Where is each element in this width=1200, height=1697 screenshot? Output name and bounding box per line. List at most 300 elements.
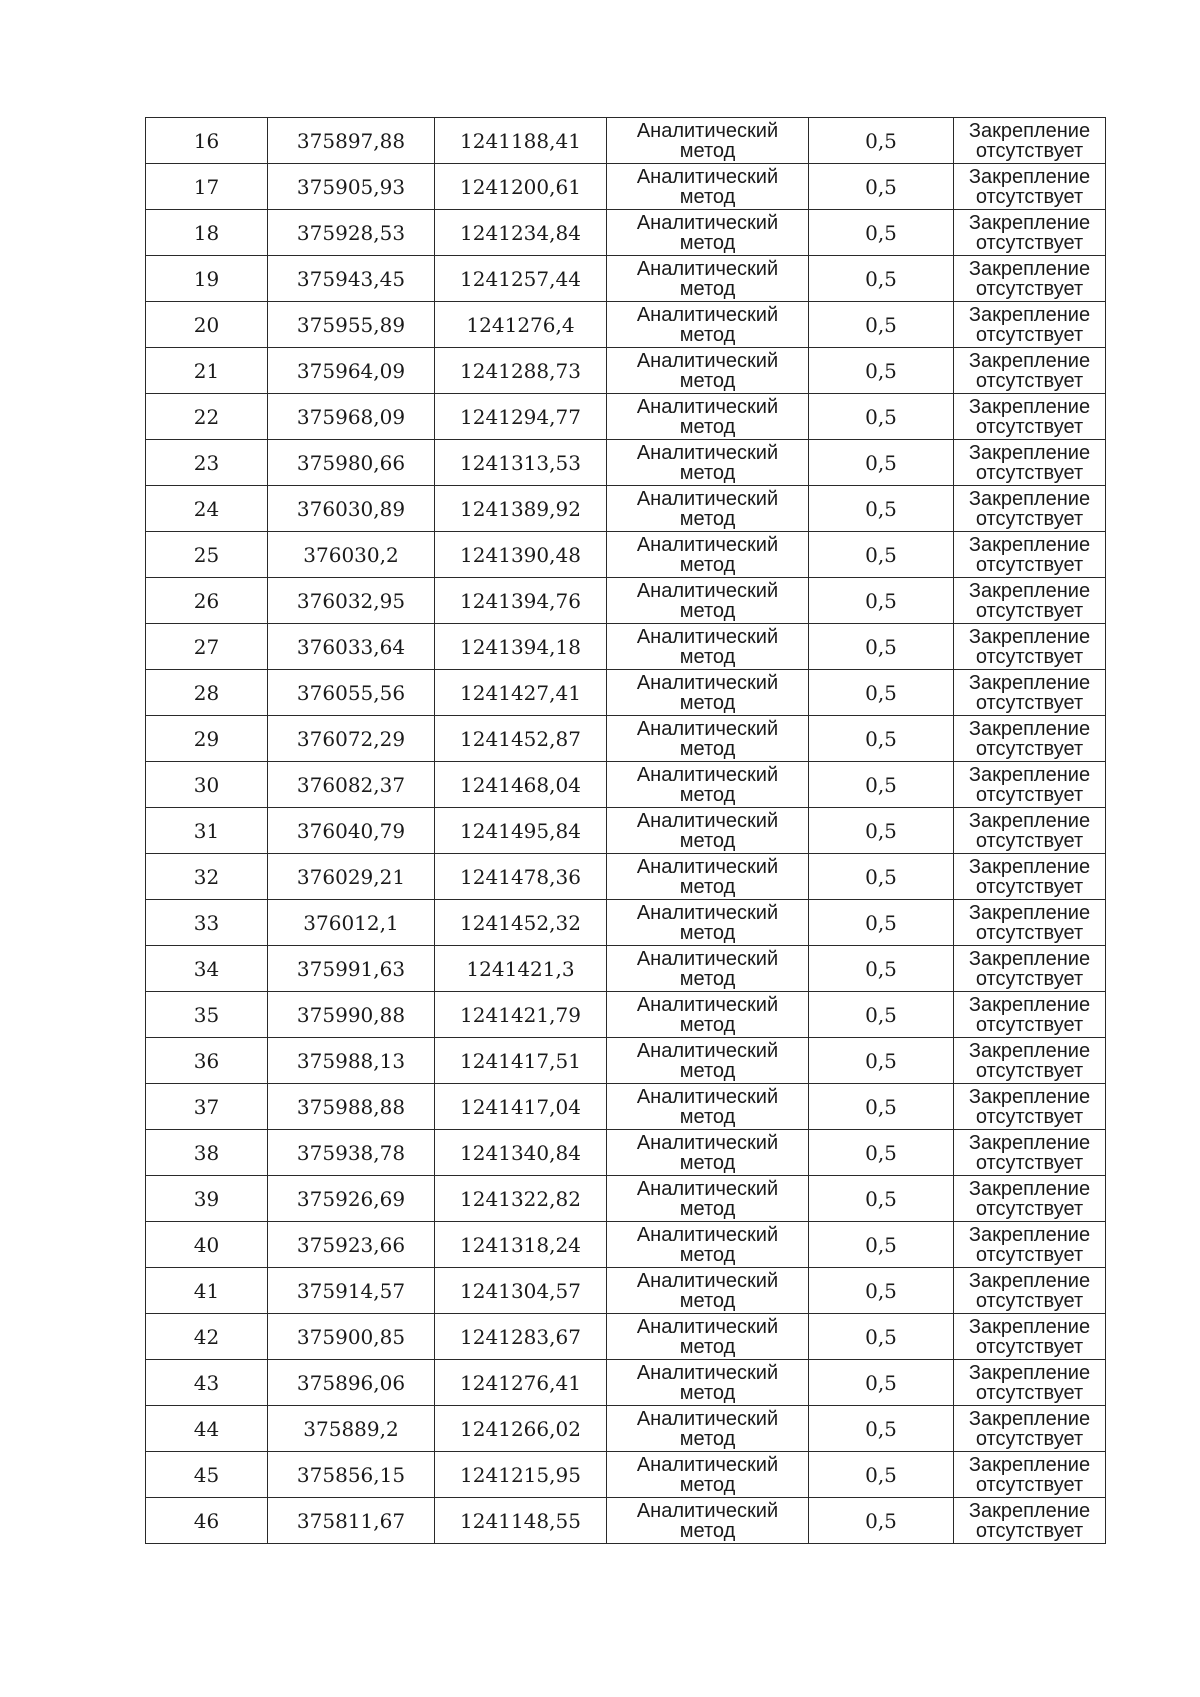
method-cell: [607, 1406, 809, 1452]
fixation-cell: [954, 1406, 1106, 1452]
precision-cell: 0,5: [809, 486, 954, 532]
fixation-cell: [954, 946, 1106, 992]
method-line-1: Аналитический: [636, 901, 779, 924]
fixation-cell: [954, 1360, 1106, 1406]
point-number-cell: 32: [146, 854, 268, 900]
method-line-2: метод: [679, 323, 736, 346]
fixation-line-1: Закрепление: [968, 1361, 1091, 1384]
method-line-2: метод: [679, 737, 736, 760]
x-coordinate-cell: 375955,89: [268, 302, 435, 348]
method-cell: [607, 440, 809, 486]
fixation-line-1: Закрепление: [968, 441, 1091, 464]
fixation-line-2: отсутствует: [975, 1289, 1084, 1312]
y-coordinate-cell: 1241304,57: [435, 1268, 607, 1314]
fixation-cell: [954, 716, 1106, 762]
y-coordinate-cell: 1241283,67: [435, 1314, 607, 1360]
table-row: [146, 946, 1106, 992]
method-line-2: метод: [679, 829, 736, 852]
y-coordinate-cell: 1241257,44: [435, 256, 607, 302]
method-cell: [607, 1038, 809, 1084]
point-number-cell: 39: [146, 1176, 268, 1222]
method-cell: [607, 1360, 809, 1406]
table-row: [146, 486, 1106, 532]
fixation-line-1: Закрепление: [968, 165, 1091, 188]
x-coordinate-cell: 375991,63: [268, 946, 435, 992]
point-number-cell: 20: [146, 302, 268, 348]
method-line-2: метод: [679, 691, 736, 714]
table-row: [146, 1314, 1106, 1360]
x-coordinate-cell: 375905,93: [268, 164, 435, 210]
precision-cell: 0,5: [809, 118, 954, 164]
method-line-2: метод: [679, 921, 736, 944]
y-coordinate-cell: 1241266,02: [435, 1406, 607, 1452]
precision-cell: 0,5: [809, 1360, 954, 1406]
method-line-1: Аналитический: [636, 349, 779, 372]
method-line-1: Аналитический: [636, 1361, 779, 1384]
fixation-cell: [954, 486, 1106, 532]
method-line-1: Аналитический: [636, 533, 779, 556]
x-coordinate-cell: 375980,66: [268, 440, 435, 486]
fixation-cell: [954, 1452, 1106, 1498]
x-coordinate-cell: 376030,89: [268, 486, 435, 532]
y-coordinate-cell: 1241322,82: [435, 1176, 607, 1222]
method-line-2: метод: [679, 277, 736, 300]
fixation-cell: [954, 164, 1106, 210]
method-line-2: метод: [679, 645, 736, 668]
x-coordinate-cell: 375914,57: [268, 1268, 435, 1314]
precision-cell: 0,5: [809, 302, 954, 348]
x-coordinate-cell: 376029,21: [268, 854, 435, 900]
x-coordinate-cell: 376055,56: [268, 670, 435, 716]
fixation-line-2: отсутствует: [975, 1197, 1084, 1220]
fixation-cell: [954, 624, 1106, 670]
method-line-1: Аналитический: [636, 303, 779, 326]
fixation-line-1: Закрепление: [968, 1269, 1091, 1292]
point-number-cell: 28: [146, 670, 268, 716]
x-coordinate-cell: 375964,09: [268, 348, 435, 394]
method-line-1: Аналитический: [636, 763, 779, 786]
table-row: [146, 1038, 1106, 1084]
method-line-1: Аналитический: [636, 1269, 779, 1292]
fixation-line-2: отсутствует: [975, 1427, 1084, 1450]
method-cell: [607, 302, 809, 348]
precision-cell: 0,5: [809, 210, 954, 256]
x-coordinate-cell: 375926,69: [268, 1176, 435, 1222]
y-coordinate-cell: 1241276,4: [435, 302, 607, 348]
precision-cell: 0,5: [809, 716, 954, 762]
fixation-line-1: Закрепление: [968, 1453, 1091, 1476]
x-coordinate-cell: 375938,78: [268, 1130, 435, 1176]
table-row: [146, 1130, 1106, 1176]
fixation-line-1: Закрепление: [968, 533, 1091, 556]
coordinates-table: [145, 117, 1106, 1544]
precision-cell: 0,5: [809, 1222, 954, 1268]
precision-cell: 0,5: [809, 670, 954, 716]
y-coordinate-cell: 1241389,92: [435, 486, 607, 532]
method-line-2: метод: [679, 599, 736, 622]
method-line-1: Аналитический: [636, 1407, 779, 1430]
method-cell: [607, 486, 809, 532]
fixation-line-2: отсутствует: [975, 1473, 1084, 1496]
x-coordinate-cell: 375896,06: [268, 1360, 435, 1406]
method-line-1: Аналитический: [636, 1315, 779, 1338]
fixation-line-2: отсутствует: [975, 967, 1084, 990]
table-row: [146, 670, 1106, 716]
method-cell: [607, 946, 809, 992]
method-line-2: метод: [679, 1105, 736, 1128]
point-number-cell: 40: [146, 1222, 268, 1268]
table-row: [146, 1222, 1106, 1268]
point-number-cell: 29: [146, 716, 268, 762]
x-coordinate-cell: 375856,15: [268, 1452, 435, 1498]
fixation-line-2: отсутствует: [975, 921, 1084, 944]
point-number-cell: 43: [146, 1360, 268, 1406]
fixation-line-2: отсутствует: [975, 139, 1084, 162]
precision-cell: 0,5: [809, 1406, 954, 1452]
table-row: [146, 256, 1106, 302]
fixation-cell: [954, 578, 1106, 624]
table-row: [146, 992, 1106, 1038]
precision-cell: 0,5: [809, 1452, 954, 1498]
table-row: [146, 164, 1106, 210]
method-line-1: Аналитический: [636, 1039, 779, 1062]
x-coordinate-cell: 375900,85: [268, 1314, 435, 1360]
method-line-1: Аналитический: [636, 1131, 779, 1154]
method-line-2: метод: [679, 1289, 736, 1312]
y-coordinate-cell: 1241421,79: [435, 992, 607, 1038]
y-coordinate-cell: 1241188,41: [435, 118, 607, 164]
fixation-line-1: Закрепление: [968, 1131, 1091, 1154]
fixation-line-1: Закрепление: [968, 671, 1091, 694]
x-coordinate-cell: 375988,13: [268, 1038, 435, 1084]
y-coordinate-cell: 1241478,36: [435, 854, 607, 900]
table-row: [146, 532, 1106, 578]
precision-cell: 0,5: [809, 394, 954, 440]
y-coordinate-cell: 1241452,32: [435, 900, 607, 946]
table-row: [146, 1406, 1106, 1452]
fixation-line-2: отсутствует: [975, 1013, 1084, 1036]
method-cell: [607, 210, 809, 256]
fixation-line-1: Закрепление: [968, 947, 1091, 970]
point-number-cell: 26: [146, 578, 268, 624]
table-row: [146, 624, 1106, 670]
method-line-2: метод: [679, 139, 736, 162]
fixation-line-1: Закрепление: [968, 257, 1091, 280]
method-cell: [607, 1130, 809, 1176]
table-row: [146, 1084, 1106, 1130]
fixation-line-1: Закрепление: [968, 625, 1091, 648]
method-line-1: Аналитический: [636, 1453, 779, 1476]
fixation-line-1: Закрепление: [968, 763, 1091, 786]
method-cell: [607, 532, 809, 578]
precision-cell: 0,5: [809, 808, 954, 854]
fixation-line-2: отсутствует: [975, 1243, 1084, 1266]
point-number-cell: 25: [146, 532, 268, 578]
fixation-cell: [954, 1314, 1106, 1360]
y-coordinate-cell: 1241421,3: [435, 946, 607, 992]
fixation-line-1: Закрепление: [968, 809, 1091, 832]
fixation-cell: [954, 900, 1106, 946]
method-line-1: Аналитический: [636, 487, 779, 510]
fixation-line-1: Закрепление: [968, 1407, 1091, 1430]
fixation-line-2: отсутствует: [975, 461, 1084, 484]
fixation-cell: [954, 256, 1106, 302]
table-row: [146, 578, 1106, 624]
precision-cell: 0,5: [809, 1176, 954, 1222]
table-row: [146, 302, 1106, 348]
table-row: [146, 440, 1106, 486]
method-cell: [607, 164, 809, 210]
fixation-line-2: отсутствует: [975, 599, 1084, 622]
point-number-cell: 33: [146, 900, 268, 946]
coordinates-table-body: [146, 118, 1106, 1544]
precision-cell: 0,5: [809, 992, 954, 1038]
y-coordinate-cell: 1241318,24: [435, 1222, 607, 1268]
method-line-2: метод: [679, 369, 736, 392]
point-number-cell: 44: [146, 1406, 268, 1452]
point-number-cell: 41: [146, 1268, 268, 1314]
table-row: [146, 1176, 1106, 1222]
fixation-line-2: отсутствует: [975, 277, 1084, 300]
y-coordinate-cell: 1241340,84: [435, 1130, 607, 1176]
method-line-2: метод: [679, 967, 736, 990]
point-number-cell: 22: [146, 394, 268, 440]
method-line-1: Аналитический: [636, 119, 779, 142]
table-row: [146, 716, 1106, 762]
method-cell: [607, 992, 809, 1038]
precision-cell: 0,5: [809, 532, 954, 578]
method-line-2: метод: [679, 1381, 736, 1404]
method-line-1: Аналитический: [636, 165, 779, 188]
table-row: [146, 1452, 1106, 1498]
method-line-1: Аналитический: [636, 441, 779, 464]
method-cell: [607, 394, 809, 440]
x-coordinate-cell: 376032,95: [268, 578, 435, 624]
x-coordinate-cell: 375923,66: [268, 1222, 435, 1268]
point-number-cell: 34: [146, 946, 268, 992]
method-line-2: метод: [679, 1013, 736, 1036]
x-coordinate-cell: 376040,79: [268, 808, 435, 854]
point-number-cell: 18: [146, 210, 268, 256]
fixation-line-2: отсутствует: [975, 231, 1084, 254]
method-cell: [607, 1084, 809, 1130]
precision-cell: 0,5: [809, 440, 954, 486]
fixation-cell: [954, 762, 1106, 808]
fixation-line-2: отсутствует: [975, 829, 1084, 852]
x-coordinate-cell: 375988,88: [268, 1084, 435, 1130]
method-line-1: Аналитический: [636, 395, 779, 418]
precision-cell: 0,5: [809, 256, 954, 302]
method-line-1: Аналитический: [636, 947, 779, 970]
method-line-1: Аналитический: [636, 993, 779, 1016]
fixation-line-1: Закрепление: [968, 395, 1091, 418]
point-number-cell: 46: [146, 1498, 268, 1544]
fixation-cell: [954, 1222, 1106, 1268]
point-number-cell: 17: [146, 164, 268, 210]
point-number-cell: 36: [146, 1038, 268, 1084]
y-coordinate-cell: 1241148,55: [435, 1498, 607, 1544]
method-line-2: метод: [679, 1151, 736, 1174]
method-line-2: метод: [679, 783, 736, 806]
y-coordinate-cell: 1241234,84: [435, 210, 607, 256]
fixation-line-1: Закрепление: [968, 1039, 1091, 1062]
method-line-1: Аналитический: [636, 625, 779, 648]
y-coordinate-cell: 1241394,76: [435, 578, 607, 624]
x-coordinate-cell: 375811,67: [268, 1498, 435, 1544]
fixation-cell: [954, 1038, 1106, 1084]
point-number-cell: 16: [146, 118, 268, 164]
fixation-line-2: отсутствует: [975, 737, 1084, 760]
point-number-cell: 30: [146, 762, 268, 808]
fixation-line-2: отсутствует: [975, 691, 1084, 714]
method-line-2: метод: [679, 461, 736, 484]
fixation-cell: [954, 1176, 1106, 1222]
fixation-line-2: отсутствует: [975, 507, 1084, 530]
fixation-cell: [954, 1268, 1106, 1314]
fixation-cell: [954, 532, 1106, 578]
fixation-cell: [954, 302, 1106, 348]
fixation-line-2: отсутствует: [975, 185, 1084, 208]
x-coordinate-cell: 375943,45: [268, 256, 435, 302]
x-coordinate-cell: 375990,88: [268, 992, 435, 1038]
y-coordinate-cell: 1241313,53: [435, 440, 607, 486]
fixation-cell: [954, 1084, 1106, 1130]
method-line-1: Аналитический: [636, 855, 779, 878]
method-cell: [607, 1176, 809, 1222]
table-row: [146, 808, 1106, 854]
method-cell: [607, 348, 809, 394]
precision-cell: 0,5: [809, 578, 954, 624]
point-number-cell: 21: [146, 348, 268, 394]
method-line-1: Аналитический: [636, 671, 779, 694]
method-line-2: метод: [679, 1197, 736, 1220]
fixation-cell: [954, 1130, 1106, 1176]
fixation-line-1: Закрепление: [968, 717, 1091, 740]
y-coordinate-cell: 1241417,04: [435, 1084, 607, 1130]
method-line-2: метод: [679, 1473, 736, 1496]
fixation-line-2: отсутствует: [975, 1335, 1084, 1358]
method-cell: [607, 1268, 809, 1314]
point-number-cell: 27: [146, 624, 268, 670]
y-coordinate-cell: 1241452,87: [435, 716, 607, 762]
table-row: [146, 762, 1106, 808]
table-row: [146, 1360, 1106, 1406]
fixation-line-2: отсутствует: [975, 323, 1084, 346]
fixation-line-1: Закрепление: [968, 1085, 1091, 1108]
table-row: [146, 348, 1106, 394]
table-row: [146, 394, 1106, 440]
fixation-line-2: отсутствует: [975, 1151, 1084, 1174]
method-cell: [607, 624, 809, 670]
precision-cell: 0,5: [809, 1314, 954, 1360]
precision-cell: 0,5: [809, 1084, 954, 1130]
y-coordinate-cell: 1241468,04: [435, 762, 607, 808]
fixation-cell: [954, 118, 1106, 164]
table-row: [146, 210, 1106, 256]
precision-cell: 0,5: [809, 1038, 954, 1084]
point-number-cell: 35: [146, 992, 268, 1038]
table-row: [146, 854, 1106, 900]
y-coordinate-cell: 1241288,73: [435, 348, 607, 394]
point-number-cell: 31: [146, 808, 268, 854]
precision-cell: 0,5: [809, 348, 954, 394]
x-coordinate-cell: 376082,37: [268, 762, 435, 808]
point-number-cell: 42: [146, 1314, 268, 1360]
x-coordinate-cell: 376072,29: [268, 716, 435, 762]
fixation-line-2: отсутствует: [975, 1105, 1084, 1128]
fixation-line-1: Закрепление: [968, 303, 1091, 326]
method-line-2: метод: [679, 875, 736, 898]
method-line-1: Аналитический: [636, 717, 779, 740]
fixation-line-1: Закрепление: [968, 901, 1091, 924]
y-coordinate-cell: 1241495,84: [435, 808, 607, 854]
precision-cell: 0,5: [809, 1130, 954, 1176]
method-cell: [607, 578, 809, 624]
precision-cell: 0,5: [809, 1268, 954, 1314]
fixation-line-1: Закрепление: [968, 1315, 1091, 1338]
fixation-line-1: Закрепление: [968, 855, 1091, 878]
precision-cell: 0,5: [809, 164, 954, 210]
y-coordinate-cell: 1241200,61: [435, 164, 607, 210]
method-line-2: метод: [679, 1427, 736, 1450]
method-line-1: Аналитический: [636, 211, 779, 234]
precision-cell: 0,5: [809, 900, 954, 946]
method-line-2: метод: [679, 231, 736, 254]
method-cell: [607, 118, 809, 164]
point-number-cell: 19: [146, 256, 268, 302]
fixation-line-1: Закрепление: [968, 211, 1091, 234]
fixation-cell: [954, 1498, 1106, 1544]
method-line-2: метод: [679, 553, 736, 576]
fixation-line-1: Закрепление: [968, 579, 1091, 602]
method-cell: [607, 762, 809, 808]
method-cell: [607, 1314, 809, 1360]
fixation-line-2: отсутствует: [975, 415, 1084, 438]
y-coordinate-cell: 1241294,77: [435, 394, 607, 440]
y-coordinate-cell: 1241215,95: [435, 1452, 607, 1498]
fixation-line-2: отсутствует: [975, 783, 1084, 806]
method-line-2: метод: [679, 415, 736, 438]
method-cell: [607, 808, 809, 854]
precision-cell: 0,5: [809, 854, 954, 900]
precision-cell: 0,5: [809, 762, 954, 808]
method-line-1: Аналитический: [636, 1223, 779, 1246]
precision-cell: 0,5: [809, 1498, 954, 1544]
fixation-line-1: Закрепление: [968, 993, 1091, 1016]
method-cell: [607, 854, 809, 900]
fixation-line-2: отсутствует: [975, 369, 1084, 392]
method-line-1: Аналитический: [636, 1177, 779, 1200]
table-row: [146, 1268, 1106, 1314]
fixation-line-2: отсутствует: [975, 1059, 1084, 1082]
y-coordinate-cell: 1241394,18: [435, 624, 607, 670]
point-number-cell: 24: [146, 486, 268, 532]
table-row: [146, 1498, 1106, 1544]
precision-cell: 0,5: [809, 624, 954, 670]
x-coordinate-cell: 375897,88: [268, 118, 435, 164]
method-line-2: метод: [679, 1059, 736, 1082]
fixation-line-1: Закрепление: [968, 487, 1091, 510]
method-line-1: Аналитический: [636, 809, 779, 832]
fixation-line-1: Закрепление: [968, 1223, 1091, 1246]
x-coordinate-cell: 375968,09: [268, 394, 435, 440]
point-number-cell: 23: [146, 440, 268, 486]
fixation-line-1: Закрепление: [968, 1177, 1091, 1200]
method-line-1: Аналитический: [636, 579, 779, 602]
table-row: [146, 118, 1106, 164]
y-coordinate-cell: 1241427,41: [435, 670, 607, 716]
method-cell: [607, 1498, 809, 1544]
